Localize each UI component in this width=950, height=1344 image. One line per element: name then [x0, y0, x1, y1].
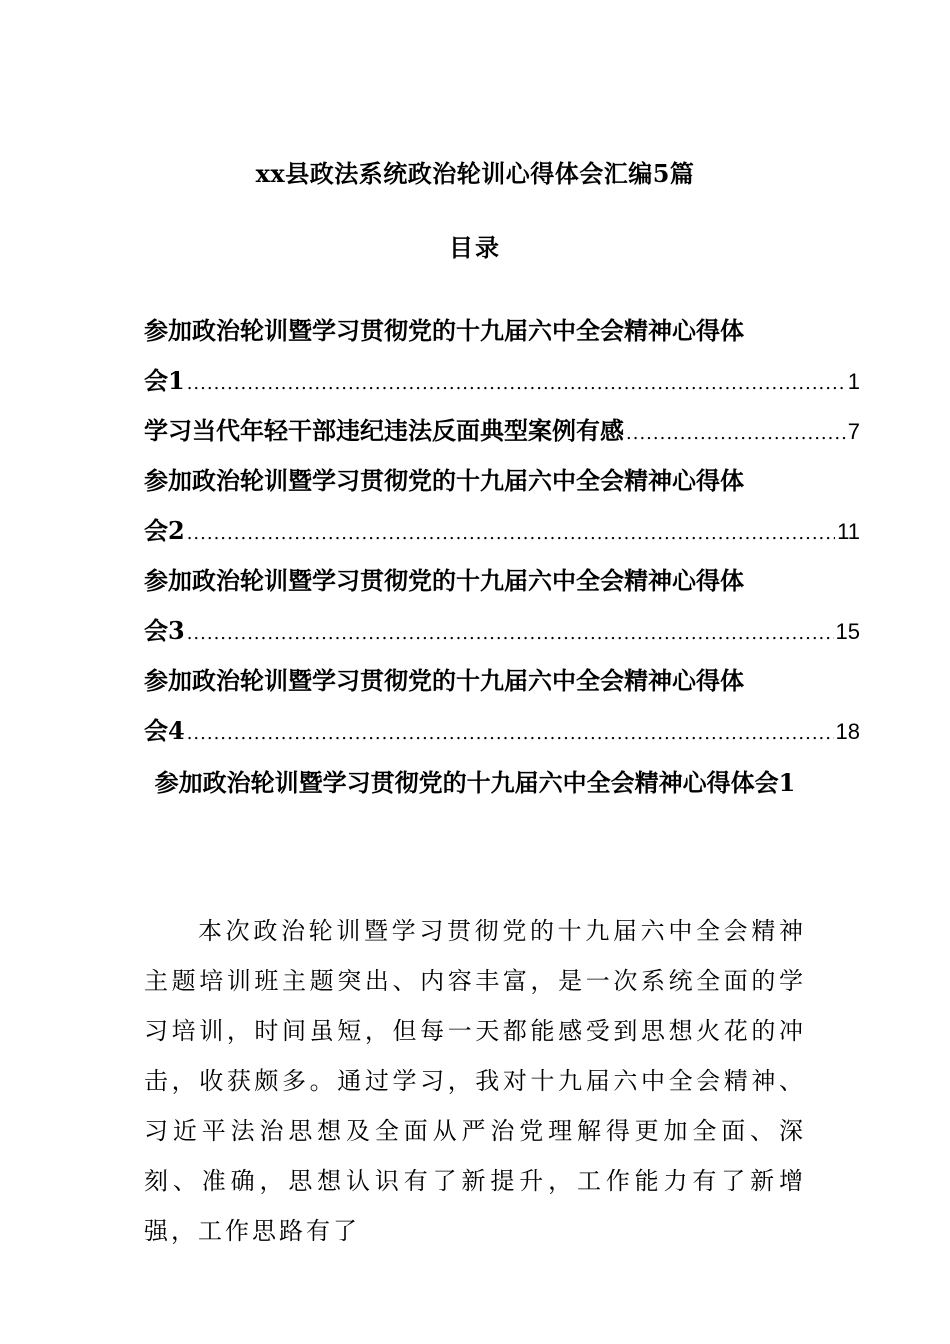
toc-entry-title-line[interactable]: 参加政治轮训暨学习贯彻党的十九届六中全会精神心得体: [144, 566, 744, 595]
toc-entry[interactable]: [144, 556, 860, 656]
toc-entry-title-end[interactable]: 会4: [144, 716, 185, 745]
toc-entry-leader-line[interactable]: [144, 706, 860, 756]
toc-heading: 目录: [449, 233, 501, 262]
toc-entry-title-end[interactable]: 会2: [144, 516, 185, 545]
toc-entry[interactable]: [144, 656, 860, 756]
toc-entry[interactable]: [144, 306, 860, 406]
toc-page-number[interactable]: 11: [837, 519, 860, 544]
document-title: xx县政法系统政治轮训心得体会汇编5篇: [255, 159, 695, 188]
toc-entry-title-end[interactable]: 会1: [144, 366, 185, 395]
toc-entry-leader-line[interactable]: [144, 606, 860, 656]
toc-entry-leader-line[interactable]: [144, 406, 860, 456]
toc-page-number[interactable]: 7: [847, 419, 860, 444]
toc-entry-title-end[interactable]: 会3: [144, 616, 185, 645]
toc-dot-leader: [187, 359, 846, 409]
toc-dot-leader: [626, 409, 846, 459]
toc-entry-title-line[interactable]: 参加政治轮训暨学习贯彻党的十九届六中全会精神心得体: [144, 466, 744, 495]
toc-entry-title-line[interactable]: 参加政治轮训暨学习贯彻党的十九届六中全会精神心得体: [144, 666, 744, 695]
toc-page-number[interactable]: 18: [835, 719, 860, 744]
toc-entry-leader-line[interactable]: [144, 506, 860, 556]
toc-entry[interactable]: [144, 406, 860, 456]
toc-dot-leader: [187, 509, 835, 559]
section-heading: 参加政治轮训暨学习贯彻党的十九届六中全会精神心得体会1: [154, 768, 796, 797]
toc-entry[interactable]: [144, 456, 860, 556]
toc-dot-leader: [187, 609, 834, 659]
toc-page-number[interactable]: 15: [835, 619, 860, 644]
table-of-contents: [144, 306, 860, 756]
toc-page-number[interactable]: 1: [847, 369, 860, 394]
body-paragraph: 本次政治轮训暨学习贯彻党的十九届六中全会精神主题培训班主题突出、内容丰富，是一次系统全面的学习培训，时间虽短，但每一天都能感受到思想火花的冲击，收获颇多。通过学习，我对十九届六中全会精神、习近平法治思想及全面从严治党理解得更加全面、深刻、准确，思想认识有了新提升，工作能力有了新增强，工作思路有了: [144, 917, 806, 1245]
toc-entry-title-line[interactable]: 参加政治轮训暨学习贯彻党的十九届六中全会精神心得体: [144, 316, 744, 345]
toc-entry-title-end[interactable]: 学习当代年轻干部违纪违法反面典型案例有感: [144, 416, 624, 445]
toc-entry-leader-line[interactable]: [144, 356, 860, 406]
